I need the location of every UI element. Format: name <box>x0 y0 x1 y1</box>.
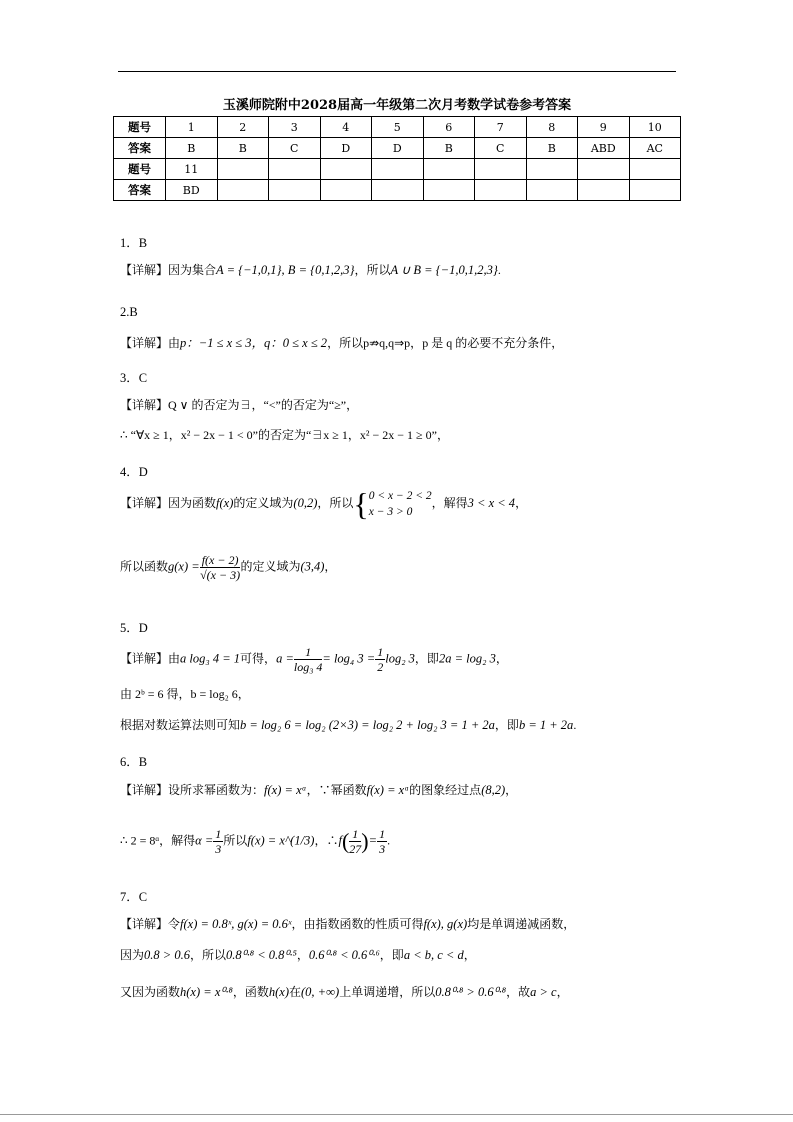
math-expr: 0.8⁰·⁸ < 0.8⁰·⁵ <box>225 948 297 962</box>
header-rule <box>118 71 676 72</box>
table-cell: 1 <box>166 117 218 138</box>
table-cell: BD <box>166 180 218 201</box>
q3-heading: 3．C <box>120 371 148 385</box>
fraction-numerator: 1 <box>294 645 323 660</box>
text: ，解得 <box>431 495 468 510</box>
fraction-denominator: 2 <box>377 660 384 674</box>
math-a-eq: a = <box>276 651 294 666</box>
answer-table <box>113 116 681 201</box>
table-cell-empty <box>320 180 372 201</box>
text: ∴ 2 = 8ᵅ，解得 <box>120 833 196 848</box>
text: 均是单调递减函数， <box>467 917 576 931</box>
page-title: 玉溪师院附中2028届高一年级第二次月考数学试卷参考答案 <box>222 98 572 113</box>
text: ，∴ <box>314 833 339 848</box>
text: 设所求幂函数为： <box>168 783 265 797</box>
table-cell: C <box>269 138 321 159</box>
table-cell: 5 <box>372 117 424 138</box>
ineq-2: x − 3 > 0 <box>368 506 413 518</box>
text: ，即 <box>494 718 519 732</box>
q5-line3 <box>120 716 576 733</box>
fraction <box>200 553 241 582</box>
math-expr: 0.8⁰·⁸ > 0.6⁰·⁸ <box>435 985 507 999</box>
q3-explanation <box>120 396 358 413</box>
fraction <box>213 827 223 856</box>
table-cell: 7 <box>475 117 527 138</box>
q3-line2: ∴ “∀x ≥ 1，x² − 2x − 1 < 0”的否定为“∃x ≥ 1，x² − 2x − 1 ≥ 0”， <box>120 428 449 442</box>
table-cell-empty <box>372 159 424 180</box>
table-cell: B <box>526 138 578 159</box>
math-point: (8,2) <box>481 783 506 797</box>
fraction-numerator: 1 <box>377 645 384 659</box>
row-label-answer: 答案 <box>114 138 166 159</box>
math-fx: f(x) <box>216 495 234 510</box>
table-row-numbers-1 <box>114 117 681 138</box>
text: 因为集合 <box>168 263 217 277</box>
table-cell: AC <box>629 138 681 159</box>
q5-line2: 由 2ᵇ = 6 得，b = log₂ 6， <box>120 687 250 701</box>
math-union: A ∪ B = {−1,0,1,2,3} <box>390 263 498 277</box>
row-label-question: 题号 <box>114 159 166 180</box>
table-cell-empty <box>629 159 681 180</box>
text: 由 <box>168 651 181 666</box>
detail-tag: 【详解】 <box>120 263 169 277</box>
table-cell-empty <box>526 180 578 201</box>
text: 因为函数 <box>168 495 217 510</box>
row-label-answer: 答案 <box>114 180 166 201</box>
table-cell: C <box>475 138 527 159</box>
text: ，即 <box>414 651 439 666</box>
fraction-denominator: 3 <box>215 842 222 856</box>
fraction-denominator: log₃ 4 <box>293 660 323 674</box>
math-expr: f(x) = xᵅ <box>264 783 307 797</box>
inequality-system <box>369 488 432 520</box>
text: p 是 q 的必要不充分条件， <box>422 336 564 350</box>
q1-explanation <box>120 261 501 278</box>
text: 由 <box>168 336 181 350</box>
q4-explanation <box>120 488 527 520</box>
q6-explanation <box>120 781 517 798</box>
math-expr: = log₄ 3 = <box>322 651 376 666</box>
text: 根据对数运算法则可知 <box>120 718 241 732</box>
table-cell-empty <box>423 180 475 201</box>
table-cell: D <box>372 138 424 159</box>
q2-explanation <box>120 333 563 351</box>
table-cell: 10 <box>629 117 681 138</box>
text: . <box>573 718 577 732</box>
q5-explanation <box>120 645 508 674</box>
math-p: −1 ≤ x ≤ 3 <box>198 336 252 350</box>
math-expr: f(x), g(x) <box>423 917 468 931</box>
q7-heading: 7．C <box>120 890 148 904</box>
text: 因为 <box>120 948 145 962</box>
text: 可得， <box>240 651 277 666</box>
table-row-answers-2 <box>114 180 681 201</box>
math-expr: h(x) <box>268 985 289 999</box>
text: 又因为函数 <box>120 985 181 999</box>
table-cell-empty <box>526 159 578 180</box>
math-q: 0 ≤ x ≤ 2 <box>282 336 328 350</box>
q7-line2 <box>120 946 476 963</box>
math-expr: b = log₂ 6 = log₂ (2×3) = log₂ 2 + log₂ 3 = 1 + 2a <box>240 718 495 732</box>
text: ，即 <box>379 948 404 962</box>
detail-tag: 【详解】 <box>120 917 169 931</box>
math-expr: a < b, c < d <box>403 948 464 962</box>
paren: ) <box>361 828 369 854</box>
table-cell: B <box>423 138 475 159</box>
math-eq: = <box>368 833 378 848</box>
text: ，∵幂函数 <box>306 783 367 797</box>
text: . <box>387 833 391 848</box>
fraction <box>377 827 387 856</box>
text: ，所以 <box>354 263 391 277</box>
table-cell-empty <box>269 180 321 201</box>
text: 令 <box>168 917 181 931</box>
text: 的定义域为 <box>233 495 294 510</box>
row-label-question: 题号 <box>114 117 166 138</box>
math-expr: 2a = log₂ 3 <box>438 651 496 666</box>
q5-heading: 5．D <box>120 621 148 635</box>
text: ， <box>495 651 508 666</box>
math-expr: f(x) = x^(1/3) <box>247 833 315 848</box>
text: ， <box>463 948 476 962</box>
q4-line2 <box>120 553 336 582</box>
math-gx: g(x) = <box>168 559 200 574</box>
q2-heading: 2.B <box>120 305 138 319</box>
text: Q ∨ 的否定为∃，“<”的否定为“≥”， <box>168 398 359 412</box>
table-row-answers-1 <box>114 138 681 159</box>
fraction <box>294 645 323 674</box>
fraction-denominator: √(x − 3) <box>200 568 241 582</box>
table-cell: B <box>166 138 218 159</box>
text: 上单调递增，所以 <box>339 985 436 999</box>
math-expr: 0.8 > 0.6 <box>144 948 190 962</box>
text: . <box>497 263 501 277</box>
math-domain: (0,2) <box>293 495 318 510</box>
table-cell-empty <box>217 159 269 180</box>
math-f: f <box>338 833 342 848</box>
table-cell-empty <box>578 180 630 201</box>
math-solution: 3 < x < 4 <box>467 495 516 510</box>
table-cell-empty <box>372 180 424 201</box>
brace: { <box>353 486 369 522</box>
table-cell: 8 <box>526 117 578 138</box>
table-cell: B <box>217 138 269 159</box>
fraction-denominator: 27 <box>349 842 362 856</box>
fraction-denominator: 3 <box>379 842 386 856</box>
math-expr: f(x) = xᵅ <box>366 783 410 797</box>
fraction-numerator: 1 <box>349 827 361 842</box>
page-bottom-rule <box>0 1114 793 1115</box>
math-expr: log₂ 3 <box>385 651 415 666</box>
math-sets: A = {−1,0,1}, B = {0,1,2,3} <box>216 263 355 277</box>
text: ，函数 <box>232 985 269 999</box>
table-cell: 9 <box>578 117 630 138</box>
text: 的图象经过点 <box>409 783 482 797</box>
table-cell-empty <box>217 180 269 201</box>
detail-tag: 【详解】 <box>120 336 169 350</box>
paren: ( <box>341 828 350 854</box>
q4-heading: 4．D <box>120 465 148 479</box>
fraction-numerator: 1 <box>215 827 222 841</box>
q1-heading: 1．B <box>120 236 148 250</box>
table-cell: D <box>320 138 372 159</box>
fraction <box>349 827 361 856</box>
text: ，由指数函数的性质可得 <box>291 917 424 931</box>
text: ， <box>296 948 309 962</box>
q7-explanation <box>120 915 575 932</box>
math-expr: b = 1 + 2a <box>518 718 574 732</box>
math-expr: 0.6⁰·⁸ < 0.6⁰·⁶ <box>308 948 380 962</box>
text: ， <box>324 559 337 574</box>
math-expr: h(x) = x⁰·⁸ <box>180 985 233 999</box>
text: ， <box>556 985 569 999</box>
text: 的定义域为 <box>240 559 301 574</box>
text: 所以函数 <box>120 559 169 574</box>
math-p-label: p： <box>180 336 199 350</box>
detail-tag: 【详解】 <box>120 398 169 412</box>
fraction-numerator: f(x − 2) <box>201 553 239 567</box>
text: ，所以 <box>189 948 226 962</box>
math-g-domain: (3,4) <box>300 559 325 574</box>
table-row-numbers-2 <box>114 159 681 180</box>
math-expr: a log₃ 4 = 1 <box>180 651 241 666</box>
q6-line2 <box>120 827 390 856</box>
detail-tag: 【详解】 <box>120 495 169 510</box>
table-cell-empty <box>269 159 321 180</box>
math-alpha: α = <box>195 833 214 848</box>
text: 所以 <box>223 833 248 848</box>
table-cell: 6 <box>423 117 475 138</box>
table-cell-empty <box>475 180 527 201</box>
math-expr: a > c <box>530 985 557 999</box>
math-q-label: ，q： <box>251 336 283 350</box>
ineq-1: 0 < x − 2 < 2 <box>368 490 432 502</box>
math-expr: f(x) = 0.8ˣ, g(x) = 0.6ˣ <box>180 917 292 931</box>
math-interval: (0, +∞) <box>301 985 340 999</box>
text: ，所以p⇏q,q⇒p， <box>327 336 423 350</box>
text: ，故 <box>506 985 531 999</box>
table-cell: 2 <box>217 117 269 138</box>
text: ，所以 <box>317 495 354 510</box>
table-cell-empty <box>629 180 681 201</box>
table-cell: ABD <box>578 138 630 159</box>
fraction-numerator: 1 <box>379 827 386 841</box>
fraction <box>375 645 385 674</box>
text: 在 <box>289 985 302 999</box>
table-cell-empty <box>578 159 630 180</box>
table-cell-empty <box>475 159 527 180</box>
table-cell: 4 <box>320 117 372 138</box>
detail-tag: 【详解】 <box>120 651 169 666</box>
table-cell-empty <box>320 159 372 180</box>
text: ， <box>515 495 528 510</box>
table-cell: 11 <box>166 159 218 180</box>
text: ， <box>505 783 518 797</box>
detail-tag: 【详解】 <box>120 783 169 797</box>
q6-heading: 6．B <box>120 755 148 769</box>
table-cell-empty <box>423 159 475 180</box>
table-cell: 3 <box>269 117 321 138</box>
q7-line3 <box>120 983 569 1000</box>
